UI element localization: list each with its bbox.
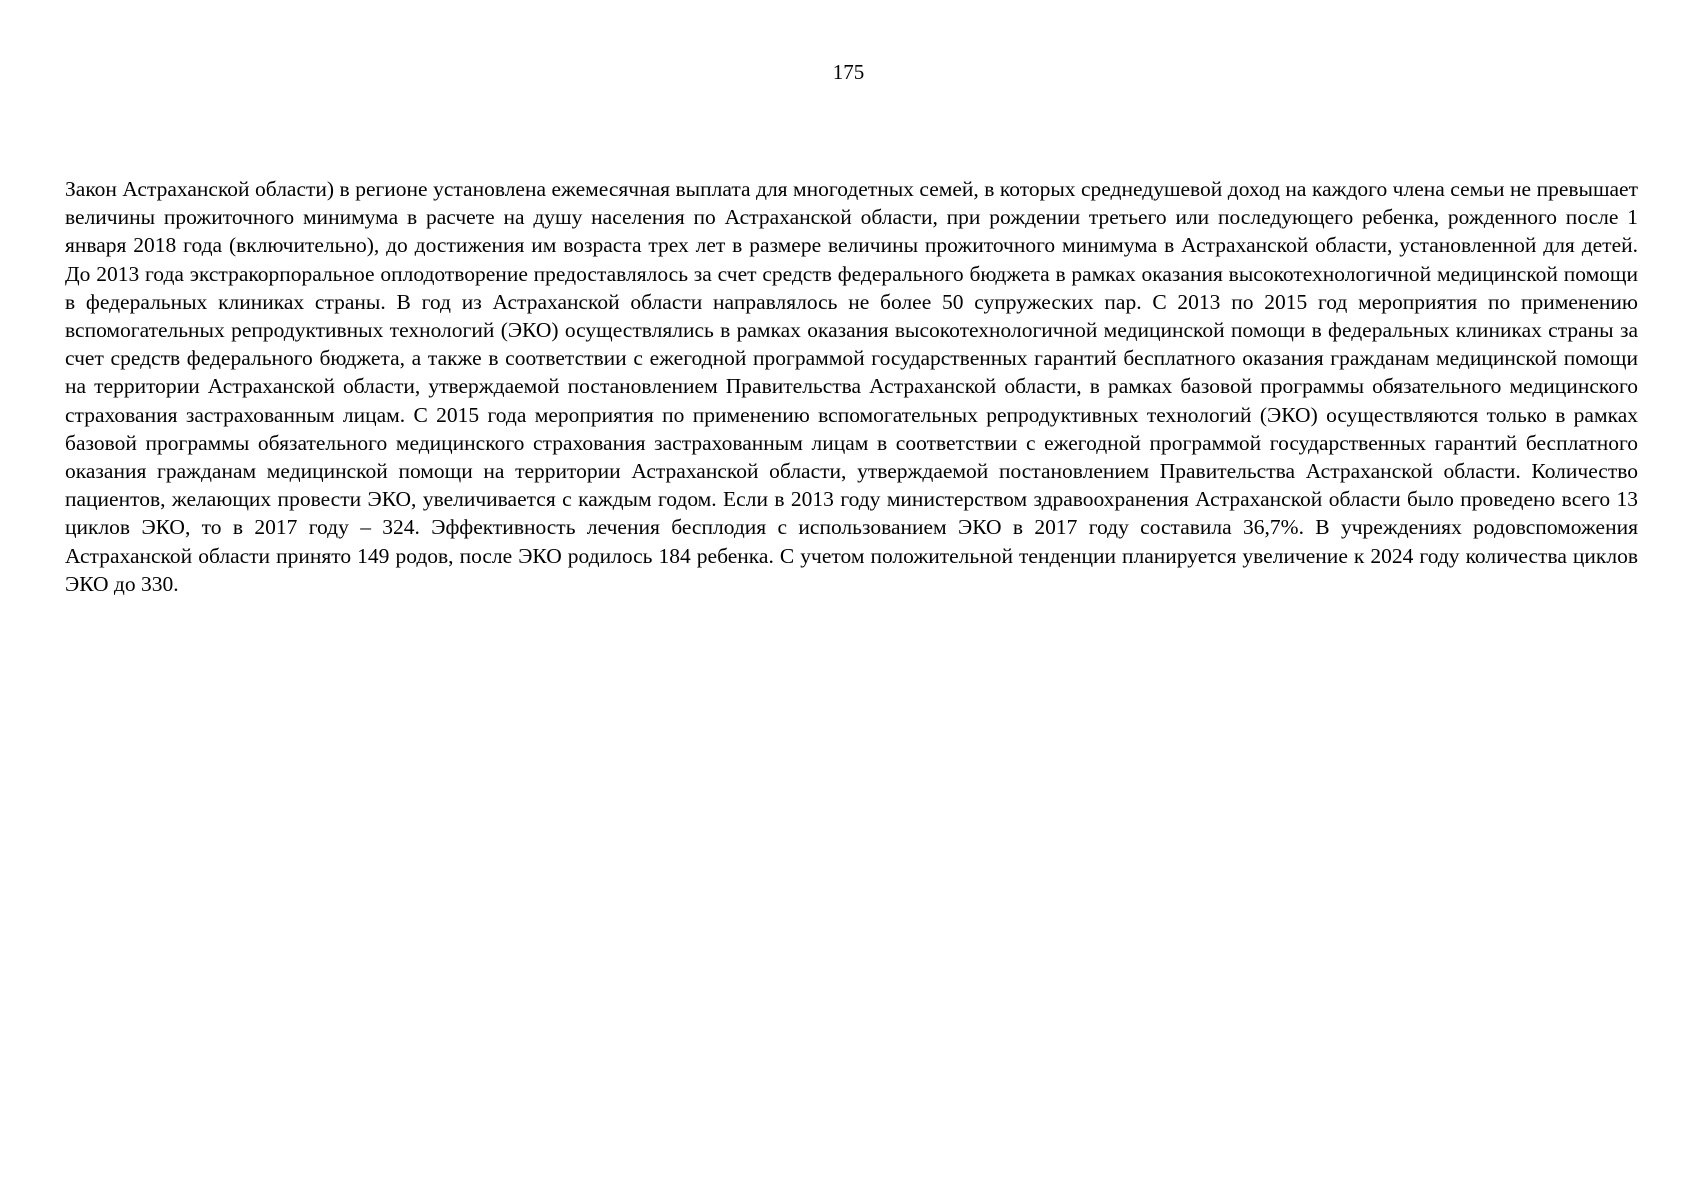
body-paragraph: Закон Астраханской области) в регионе установлена ежемесячная выплата для многодетных семей, в которых среднедушевой доход на каждого члена семьи не превышает величины прожиточного минимума в расчете на душу населения по Астраханской области, при рождении третьего или последующего ребенка, рожденного после 1 января 2018 года (включительно), до достижения им возраста трех лет в размере величины прожиточного минимума в Астраханской области, установленной для детей. До 2013 года экстракорпоральное оплодотворение предоставлялось за счет средств федерального бюджета в рамках оказания высокотехнологичной медицинской помощи в федеральных клиниках страны. В год из Астраханской области направлялось не более 50 супружеских пар. С 2013 по 2015 год мероприятия по применению вспомогательных репродуктивных технологий (ЭКО) осуществлялись в рамках оказания высокотехнологичной медицинской помощи в федеральных клиниках страны за счет средств федерального бюджета, а также в соответствии с ежегодной программой государственных гарантий бесплатного оказания гражданам медицинской помощи на территории Астраханской области, утверждаемой постановлением Правительства Астраханской области, в рамках базовой программы обязательного медицинского страхования застрахованным лицам. С 2015 года мероприятия по применению вспомогательных репродуктивных технологий (ЭКО) осуществляются только в рамках базовой программы обязательного медицинского страхования застрахованным лицам в соответствии с ежегодной программой государственных гарантий бесплатного оказания гражданам медицинской помощи на территории Астраханской области, утверждаемой постановлением Правительства Астраханской области. Количество пациентов, желающих провести ЭКО, увеличивается с каждым годом. Если в 2013 году министерством здравоохранения Астраханской области было проведено всего 13 циклов ЭКО, то в 2017 году – 324. Эффективность лечения бесплодия с использованием ЭКО в 2017 году составила 36,7%. В учреждениях родовспоможения Астраханской области принято 149 родов, после ЭКО родилось 184 ребенка. С учетом положительной тенденции планируется увеличение к 2024 году количества циклов ЭКО до 330. [65, 177, 1638, 596]
page-number: 175 [832, 60, 865, 84]
